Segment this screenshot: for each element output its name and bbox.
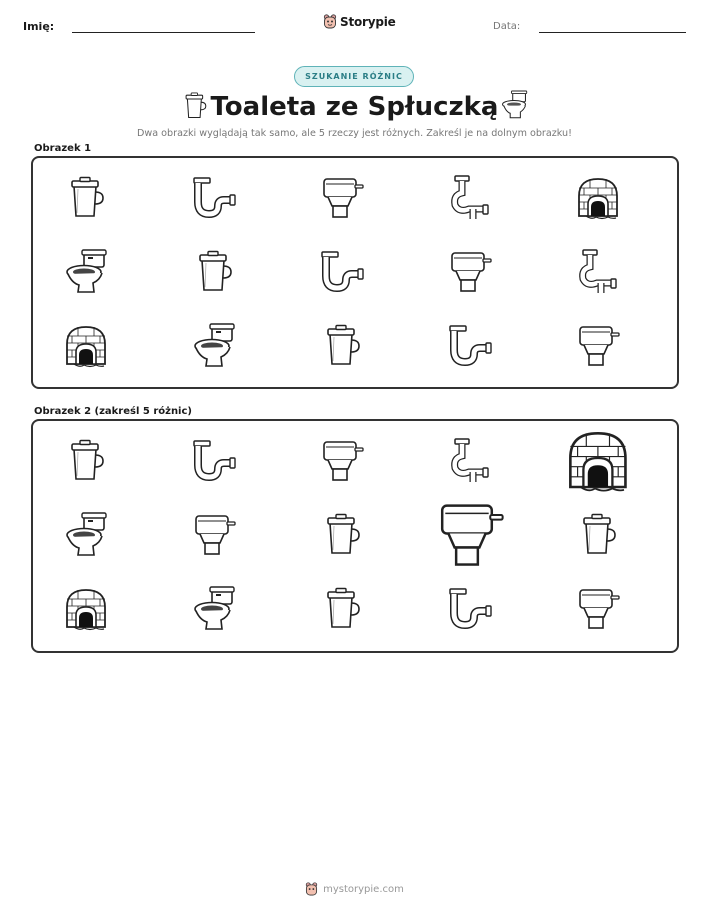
picture-cell[interactable]: [448, 587, 492, 631]
picture-cell: [451, 175, 489, 221]
picture-cell: [576, 324, 620, 368]
pipe-icon: [448, 324, 492, 368]
picture-cell[interactable]: [451, 438, 489, 484]
toilet-icon: [64, 512, 108, 558]
cistern-icon: [194, 250, 234, 294]
instructions: Dwa obrazki wyglądają tak samo, ale 5 rzeczy jest różnych. Zakreśl je na dolnym obrazku!: [137, 128, 572, 139]
picture-cell[interactable]: [322, 587, 362, 631]
name-field-line[interactable]: [72, 32, 255, 33]
picture-cell: [64, 324, 108, 368]
picture-cell[interactable]: [322, 513, 362, 557]
picture-cell: [448, 250, 492, 294]
toilet-icon: [192, 323, 236, 369]
title-right-icon: [500, 90, 528, 120]
pipe-icon: [320, 250, 364, 294]
picture-cell: [192, 323, 236, 369]
picture-panel-2[interactable]: [31, 419, 679, 653]
footer-url: mystorypie.com: [323, 884, 404, 895]
picture-cell: [66, 176, 106, 220]
pipe-tall-icon: [451, 438, 489, 484]
picture-cell[interactable]: [436, 501, 504, 569]
toilet-icon: [500, 90, 528, 120]
storypie-mascot-icon: [323, 14, 337, 30]
picture-cell: [320, 250, 364, 294]
cistern-icon: [322, 587, 362, 631]
fireplace-icon: [64, 587, 108, 631]
tank-icon: [576, 324, 620, 368]
cistern-icon: [578, 513, 618, 557]
date-label: Data:: [493, 21, 521, 32]
picture-cell: [64, 249, 108, 295]
tank-icon: [436, 501, 504, 569]
tank-icon: [448, 250, 492, 294]
tank-icon: [320, 439, 364, 483]
picture-cell[interactable]: [192, 513, 236, 557]
picture-cell: [194, 250, 234, 294]
brand-name: Storypie: [340, 15, 396, 29]
picture-cell[interactable]: [66, 439, 106, 483]
section-label-2: Obrazek 2 (zakreśl 5 różnic): [34, 406, 192, 417]
cistern-icon: [66, 176, 106, 220]
picture-cell: [192, 176, 236, 220]
section-label-1: Obrazek 1: [34, 143, 92, 154]
picture-cell[interactable]: [192, 439, 236, 483]
pipe-icon: [448, 587, 492, 631]
picture-cell: [579, 249, 617, 295]
picture-cell[interactable]: [64, 587, 108, 631]
pipe-icon: [192, 176, 236, 220]
tank-icon: [192, 513, 236, 557]
footer: [0, 882, 709, 897]
pipe-tall-icon: [451, 175, 489, 221]
picture-cell: [576, 176, 620, 220]
picture-cell[interactable]: [320, 439, 364, 483]
fireplace-icon: [64, 324, 108, 368]
cistern-icon: [322, 324, 362, 368]
toilet-icon: [192, 586, 236, 632]
pipe-tall-icon: [579, 249, 617, 295]
cistern-icon: [322, 513, 362, 557]
cistern-icon: [66, 439, 106, 483]
page-title: Toaleta ze Spłuczką: [210, 92, 499, 122]
brand-logo: [323, 14, 396, 30]
picture-cell: [322, 324, 362, 368]
fireplace-icon: [566, 429, 630, 493]
activity-badge: SZUKANIE RÓŻNIC: [294, 66, 414, 87]
picture-panel-1: [31, 156, 679, 389]
pipe-icon: [192, 439, 236, 483]
name-label: Imię:: [23, 20, 55, 33]
fireplace-icon: [576, 176, 620, 220]
picture-cell[interactable]: [578, 513, 618, 557]
tank-icon: [320, 176, 364, 220]
picture-cell: [320, 176, 364, 220]
picture-cell[interactable]: [192, 586, 236, 632]
tank-icon: [576, 587, 620, 631]
date-field-line[interactable]: [539, 32, 686, 33]
picture-cell: [448, 324, 492, 368]
toilet-icon: [64, 249, 108, 295]
picture-cell[interactable]: [576, 587, 620, 631]
picture-cell[interactable]: [566, 429, 630, 493]
storypie-mascot-icon: [305, 882, 318, 897]
picture-cell[interactable]: [64, 512, 108, 558]
